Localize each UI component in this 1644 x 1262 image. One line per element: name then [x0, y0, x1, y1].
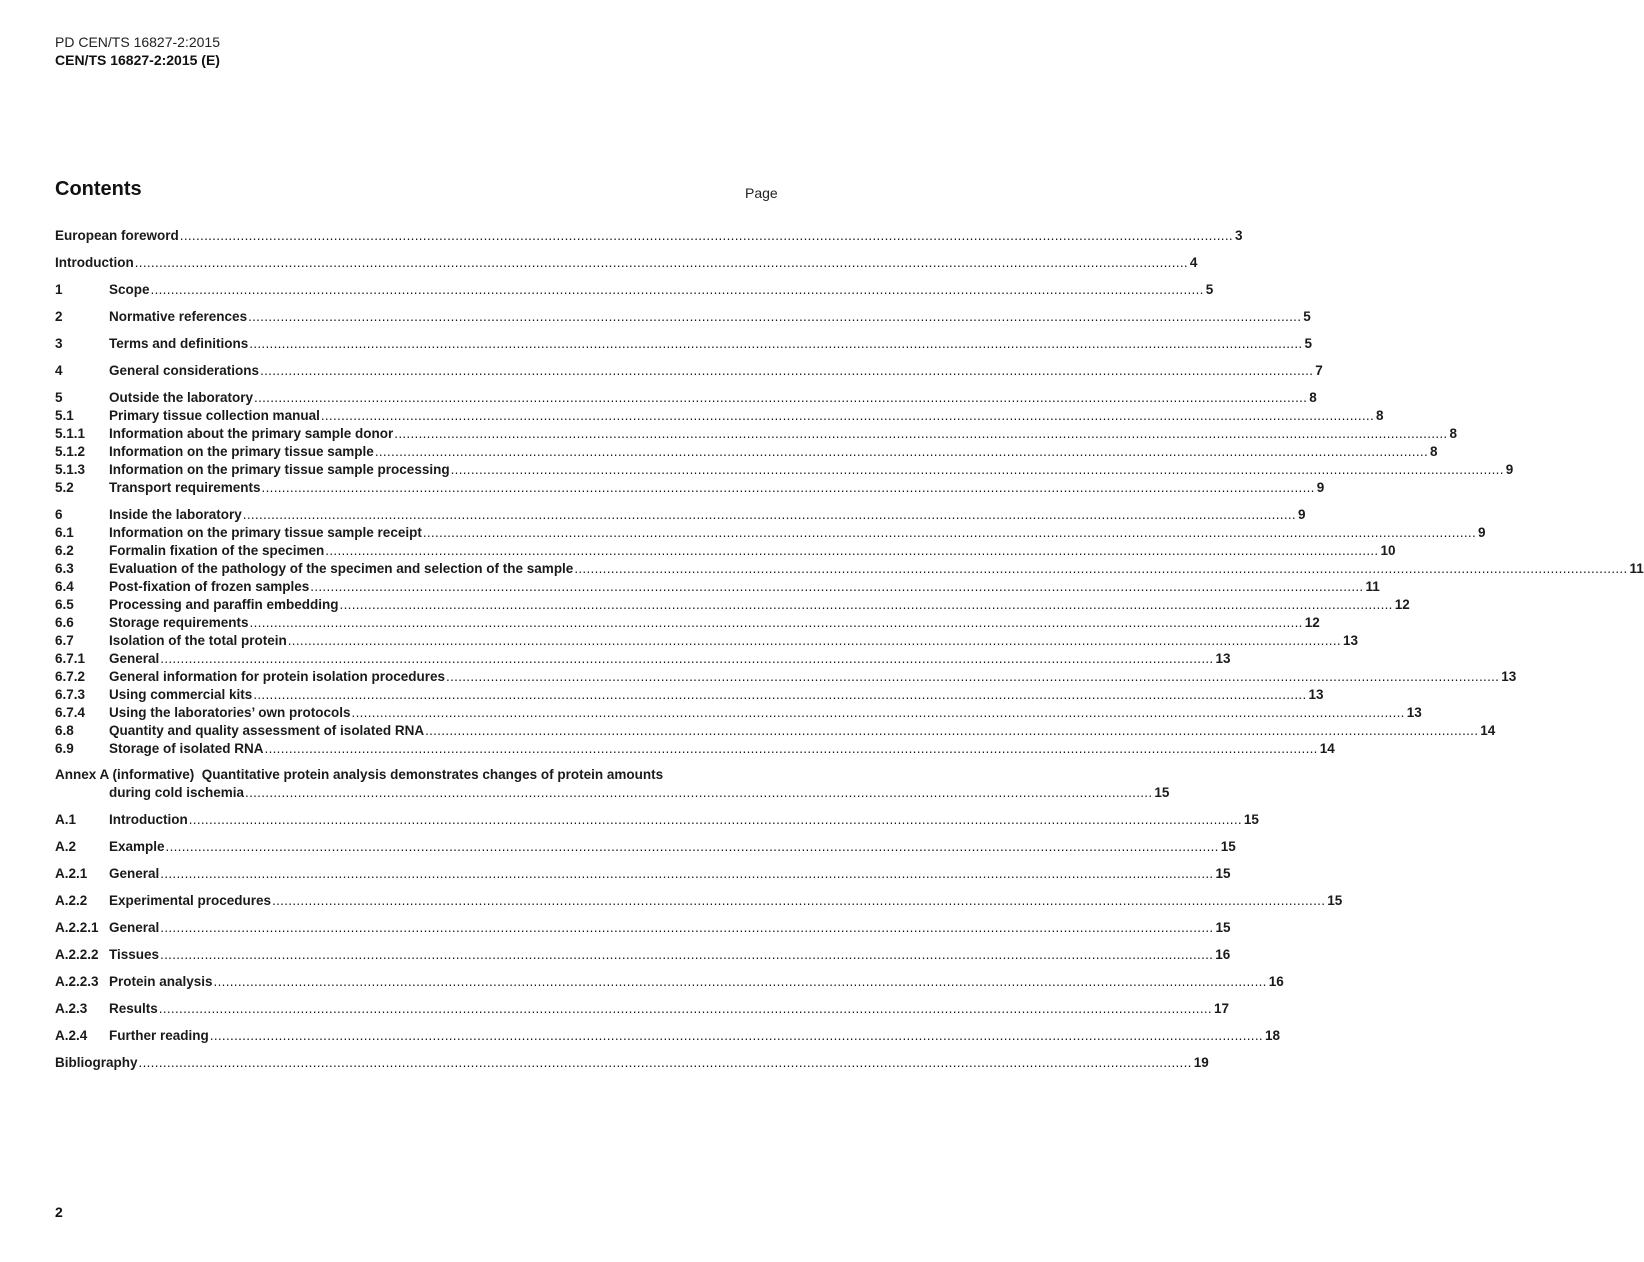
toc-entry-number: 5.1.3: [55, 462, 86, 477]
toc-entry-page: 5: [1205, 282, 1214, 297]
toc-entry-title: Results: [109, 1001, 158, 1016]
toc-entry-number: A.2: [55, 839, 77, 854]
toc-entry-number: A.2.4: [55, 1028, 88, 1043]
toc-entry[interactable]: [55, 974, 1284, 991]
toc-entry-title: Normative references: [109, 309, 248, 324]
dot-leader: ....................................................................................................................................................................................................................................................................: [450, 462, 1504, 477]
toc-entry-title: Scope: [109, 282, 150, 297]
toc-entry[interactable]: [55, 1001, 1229, 1018]
toc-entry-number: 6.4: [55, 579, 74, 594]
toc-entry-page: 13: [1342, 633, 1358, 648]
toc-entry[interactable]: [55, 705, 1422, 722]
toc-entry[interactable]: [55, 309, 1311, 326]
toc-entry-number: 5.1.1: [55, 426, 86, 441]
toc-entry-title: Post-fixation of frozen samples: [109, 579, 310, 594]
toc-entry-page: 13: [1215, 651, 1231, 666]
toc-entry-number: 3: [55, 336, 63, 351]
toc-entry[interactable]: [55, 408, 1384, 425]
toc-entry[interactable]: [55, 480, 1325, 497]
toc-entry-title: General: [109, 920, 160, 935]
toc-entry-page: 3: [1234, 228, 1243, 243]
toc-entry-number: 6.3: [55, 561, 74, 576]
document-id-header: PD CEN/TS 16827-2:2015: [55, 34, 220, 50]
toc-entry-title: European foreword: [55, 228, 179, 243]
toc-entry-title: during cold ischemia: [109, 785, 245, 800]
toc-entry-page: 12: [1394, 597, 1410, 612]
toc-entry[interactable]: [55, 363, 1323, 380]
page-number: 2: [55, 1204, 63, 1220]
toc-entry-number: A.2.2.3: [55, 974, 99, 989]
toc-entry[interactable]: [55, 947, 1231, 964]
toc-entry-number: 6.2: [55, 543, 74, 558]
toc-entry-title: General: [109, 866, 160, 881]
toc-entry-title: General considerations: [109, 363, 260, 378]
dot-leader: ....................................................................................................................................................................................................................................................................: [351, 705, 1405, 720]
toc-entry[interactable]: [55, 525, 1486, 542]
toc-entry-page: 5: [1303, 309, 1311, 324]
toc-entry-number: 5.1: [55, 408, 74, 423]
document-id-header-bold: CEN/TS 16827-2:2015 (E): [55, 52, 220, 68]
toc-entry[interactable]: [55, 866, 1231, 883]
toc-entry-annex-a[interactable]: [109, 785, 1170, 802]
toc-entry-title: General: [109, 651, 160, 666]
contents-title: Contents: [55, 178, 142, 200]
toc-entry-title: Experimental procedures: [109, 893, 272, 908]
toc-entry[interactable]: [55, 579, 1380, 596]
dot-leader: ....................................................................................................................................................................................................................................................................: [160, 920, 1214, 935]
toc-entry[interactable]: [55, 839, 1236, 856]
dot-leader: ....................................................................................................................................................................................................................................................................: [264, 741, 1318, 756]
toc-entry-title: Protein analysis: [109, 974, 213, 989]
annex-a-title-line1: Quantitative protein analysis demonstrates changes of protein amounts: [201, 767, 664, 782]
toc-entry-page: 9: [1478, 525, 1486, 540]
toc-entry-number: 6.9: [55, 741, 74, 756]
dot-leader: ....................................................................................................................................................................................................................................................................: [574, 561, 1628, 576]
toc-entry-number: 6.6: [55, 615, 74, 630]
dot-leader: ....................................................................................................................................................................................................................................................................: [260, 363, 1314, 378]
toc-entry-number: A.1: [55, 812, 77, 827]
toc-entry[interactable]: [55, 507, 1306, 524]
toc-entry-page: 17: [1213, 1001, 1229, 1016]
toc-entry-page: 16: [1215, 947, 1231, 962]
toc-entry-page: 15: [1154, 785, 1170, 800]
dot-leader: ....................................................................................................................................................................................................................................................................: [150, 282, 1204, 297]
toc-entry-page: 16: [1268, 974, 1284, 989]
toc-entry-title: Information about the primary sample donor: [109, 426, 394, 441]
toc-entry-title: Introduction: [55, 255, 134, 270]
toc-entry[interactable]: [55, 615, 1320, 632]
toc-entry-page: 8: [1376, 408, 1384, 423]
page-column-label: Page: [745, 185, 778, 201]
toc-entry-number: 2: [55, 309, 63, 324]
dot-leader: ....................................................................................................................................................................................................................................................................: [325, 543, 1379, 558]
toc-entry[interactable]: [55, 282, 1214, 299]
toc-entry-title: Isolation of the total protein: [109, 633, 287, 648]
toc-entry-page: 15: [1327, 893, 1343, 908]
toc-entry[interactable]: [55, 228, 1243, 245]
toc-entry[interactable]: [55, 1055, 1209, 1072]
toc-entry-page: 13: [1308, 687, 1324, 702]
toc-entry-number: A.2.2.2: [55, 947, 99, 962]
toc-entry[interactable]: [55, 920, 1231, 937]
toc-entry-title: Bibliography: [55, 1055, 138, 1070]
toc-entry-title: Outside the laboratory: [109, 390, 254, 405]
dot-leader: ....................................................................................................................................................................................................................................................................: [272, 893, 1326, 908]
toc-entry-title: Further reading: [109, 1028, 209, 1043]
toc-entry-page: 9: [1316, 480, 1325, 495]
toc-entry-number: 6.7.3: [55, 687, 86, 702]
toc-entry-page: 13: [1406, 705, 1422, 720]
toc-entry-title: Storage requirements: [109, 615, 249, 630]
toc-entry-title: Tissues: [109, 947, 160, 962]
toc-entry-number: 6.7: [55, 633, 74, 648]
toc-entry-title: Information on the primary tissue sample processing: [109, 462, 450, 477]
toc-entry-title: Transport requirements: [109, 480, 261, 495]
toc-entry-title: Primary tissue collection manual: [109, 408, 320, 423]
toc-entry[interactable]: [55, 812, 1259, 829]
toc-entry[interactable]: [55, 390, 1317, 407]
toc-entry-page: 9: [1505, 462, 1514, 477]
toc-entry-title: Inside the laboratory: [109, 507, 242, 522]
toc-entry[interactable]: [55, 561, 1644, 578]
dot-leader: ....................................................................................................................................................................................................................................................................: [242, 507, 1296, 522]
toc-entry-number: A.2.3: [55, 1001, 88, 1016]
dot-leader: ....................................................................................................................................................................................................................................................................: [160, 651, 1214, 666]
dot-leader: ....................................................................................................................................................................................................................................................................: [209, 1028, 1263, 1043]
toc-entry-title: Information on the primary tissue sample: [109, 444, 374, 459]
toc-entry[interactable]: [55, 651, 1231, 668]
toc-entry-number: 6: [55, 507, 63, 522]
toc-entry-number: A.2.2.1: [55, 920, 99, 935]
toc-entry-page: 8: [1449, 426, 1457, 441]
annex-a-heading: [55, 767, 787, 782]
toc-entry[interactable]: [55, 687, 1324, 704]
dot-leader: ....................................................................................................................................................................................................................................................................: [374, 444, 1428, 459]
toc-entry-title: Evaluation of the pathology of the specimen and selection of the sample: [109, 561, 574, 576]
toc-entry-number: A.2.2: [55, 893, 88, 908]
dot-leader: ....................................................................................................................................................................................................................................................................: [179, 228, 1233, 243]
dot-leader: ....................................................................................................................................................................................................................................................................: [165, 839, 1219, 854]
dot-leader: ....................................................................................................................................................................................................................................................................: [422, 525, 1477, 540]
toc-entry[interactable]: [55, 633, 1358, 650]
toc-entry-title: Information on the primary tissue sample receipt: [109, 525, 422, 540]
toc-entry-page: 18: [1264, 1028, 1280, 1043]
dot-leader: ....................................................................................................................................................................................................................................................................: [310, 579, 1364, 594]
dot-leader: ....................................................................................................................................................................................................................................................................: [248, 309, 1302, 324]
toc-entry-number: 1: [55, 282, 63, 297]
toc-entry-page: 14: [1319, 741, 1335, 756]
dot-leader: ....................................................................................................................................................................................................................................................................: [253, 687, 1307, 702]
toc-entry[interactable]: [55, 893, 1343, 910]
dot-leader: ....................................................................................................................................................................................................................................................................: [339, 597, 1393, 612]
annex-a-label: Annex A (informative): [55, 767, 195, 782]
toc-entry-title: General information for protein isolation procedures: [109, 669, 446, 684]
dot-leader: ....................................................................................................................................................................................................................................................................: [160, 947, 1214, 962]
dot-leader: ....................................................................................................................................................................................................................................................................: [213, 974, 1267, 989]
dot-leader: ....................................................................................................................................................................................................................................................................: [287, 633, 1341, 648]
toc-entry-title: Introduction: [109, 812, 188, 827]
dot-leader: ................................................................................................................................................................................................................................: [245, 785, 1153, 800]
toc-entry-number: 6.7.4: [55, 705, 86, 720]
toc-entry-title: Processing and paraffin embedding: [109, 597, 339, 612]
toc-entry[interactable]: [55, 1028, 1280, 1045]
toc-entry-page: 7: [1315, 363, 1323, 378]
toc-entry[interactable]: [55, 336, 1312, 353]
toc-entry-number: 5.2: [55, 480, 74, 495]
toc-entry-page: 8: [1309, 390, 1317, 405]
toc-entry-title: Formalin fixation of the specimen: [109, 543, 325, 558]
toc-entry-number: A.2.1: [55, 866, 88, 881]
toc-entry-page: 12: [1304, 615, 1320, 630]
toc-entry[interactable]: [55, 444, 1438, 461]
toc-entry-title: Quantity and quality assessment of isolated RNA: [109, 723, 425, 738]
toc-entry-title: Example: [109, 839, 165, 854]
toc-entry-number: 4: [55, 363, 63, 378]
toc-entry-page: 15: [1243, 812, 1259, 827]
dot-leader: ....................................................................................................................................................................................................................................................................: [254, 390, 1308, 405]
toc-entry-number: 6.8: [55, 723, 74, 738]
toc-entry[interactable]: [55, 426, 1457, 443]
toc-entry-number: 6.7.2: [55, 669, 86, 684]
toc-entry[interactable]: [55, 255, 1198, 272]
dot-leader: ....................................................................................................................................................................................................................................................................: [320, 408, 1375, 423]
dot-leader: ....................................................................................................................................................................................................................................................................: [138, 1055, 1192, 1070]
toc-entry-number: 5: [55, 390, 63, 405]
toc-entry-page: 10: [1380, 543, 1396, 558]
toc-entry[interactable]: [55, 741, 1335, 758]
dot-leader: ....................................................................................................................................................................................................................................................................: [160, 866, 1214, 881]
toc-entry[interactable]: [55, 543, 1396, 560]
toc-entry-number: 6.1: [55, 525, 74, 540]
dot-leader: ....................................................................................................................................................................................................................................................................: [446, 669, 1500, 684]
toc-entry-number: 6.5: [55, 597, 74, 612]
toc-entry-page: 8: [1430, 444, 1438, 459]
toc-entry-page: 5: [1304, 336, 1312, 351]
dot-leader: ....................................................................................................................................................................................................................................................................: [249, 336, 1303, 351]
toc-entry-title: Storage of isolated RNA: [109, 741, 264, 756]
toc-entry-page: 15: [1215, 920, 1231, 935]
toc-entry-page: 13: [1501, 669, 1517, 684]
toc-entry[interactable]: [55, 597, 1410, 614]
dot-leader: ....................................................................................................................................................................................................................................................................: [158, 1001, 1212, 1016]
toc-entry-page: 19: [1193, 1055, 1209, 1070]
toc-entry-title: Using commercial kits: [109, 687, 253, 702]
toc-entry-number: 5.1.2: [55, 444, 86, 459]
toc-entry-page: 14: [1480, 723, 1496, 738]
toc-entry-page: 11: [1365, 579, 1380, 594]
toc-entry-page: 9: [1297, 507, 1306, 522]
dot-leader: ....................................................................................................................................................................................................................................................................: [188, 812, 1242, 827]
toc-entry[interactable]: [55, 462, 1514, 479]
toc-entry[interactable]: [55, 723, 1496, 740]
dot-leader: ....................................................................................................................................................................................................................................................................: [249, 615, 1303, 630]
dot-leader: ....................................................................................................................................................................................................................................................................: [425, 723, 1479, 738]
dot-leader: ....................................................................................................................................................................................................................................................................: [261, 480, 1315, 495]
toc-entry[interactable]: [55, 669, 1517, 686]
dot-leader: ....................................................................................................................................................................................................................................................................: [394, 426, 1448, 441]
toc-entry-number: 6.7.1: [55, 651, 86, 666]
toc-entry-page: 11: [1629, 561, 1644, 576]
toc-entry-title: Using the laboratories’ own protocols: [109, 705, 351, 720]
toc-entry-title: Terms and definitions: [109, 336, 249, 351]
toc-entry-page: 15: [1220, 839, 1236, 854]
toc-entry-page: 4: [1189, 255, 1198, 270]
toc-entry-page: 15: [1215, 866, 1231, 881]
dot-leader: ....................................................................................................................................................................................................................................................................: [134, 255, 1188, 270]
